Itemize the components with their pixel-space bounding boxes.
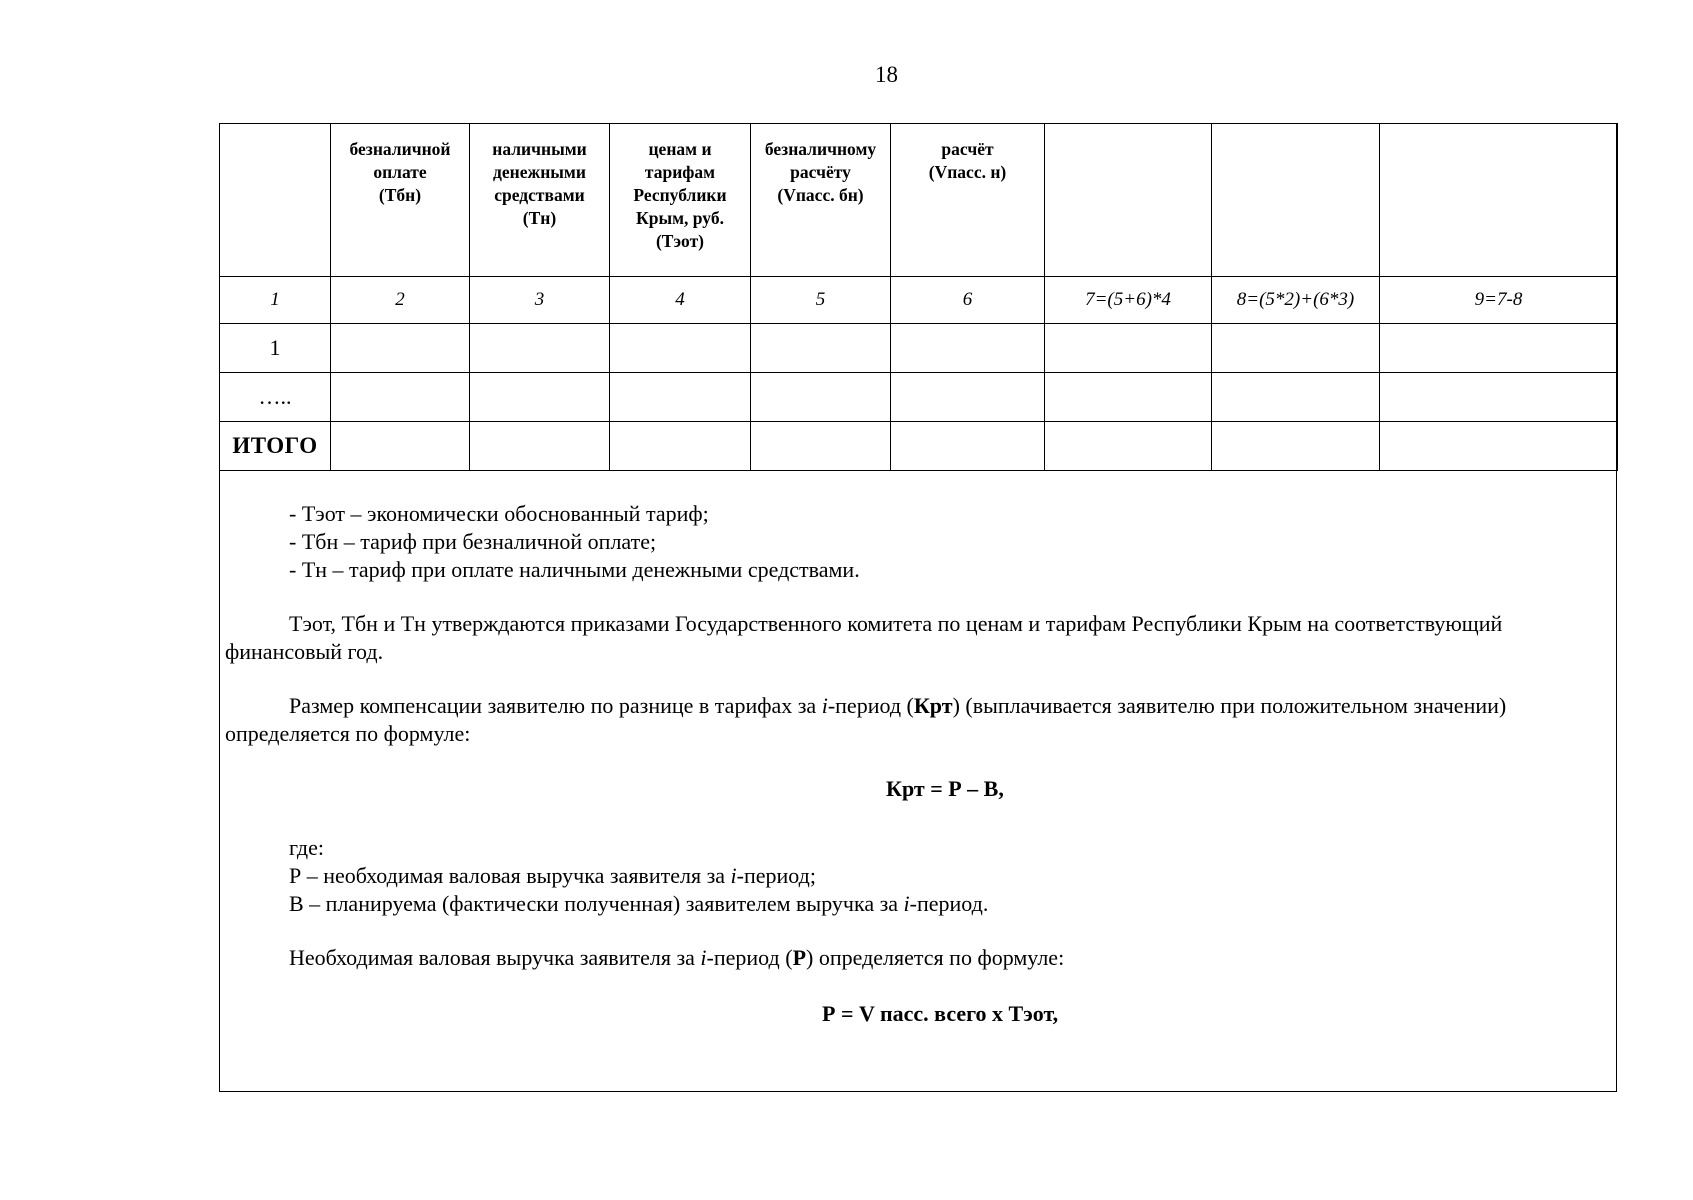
definition-item: - Тн – тариф при оплате наличными денежными средствами. bbox=[289, 557, 860, 582]
page-number: 18 bbox=[875, 62, 898, 87]
formula-p: Р = V пасс. всего х Тэот, bbox=[822, 1001, 1059, 1026]
header-line: расчёту bbox=[790, 162, 851, 182]
table-cell bbox=[331, 373, 470, 422]
header-line: безналичному bbox=[764, 139, 877, 159]
text-run: -период ( bbox=[706, 945, 793, 970]
table-cell bbox=[331, 324, 470, 373]
header-line: денежными bbox=[493, 162, 586, 182]
bold-krt: Крт bbox=[913, 693, 953, 718]
row-label: ….. bbox=[220, 373, 331, 422]
header-line: средствами bbox=[494, 185, 585, 205]
table-cell bbox=[470, 324, 610, 373]
header-line: (Тэот) bbox=[655, 231, 704, 251]
table-cell bbox=[891, 373, 1045, 422]
table-cell bbox=[1045, 422, 1212, 471]
italic-i: i bbox=[821, 693, 828, 718]
bold-p: Р bbox=[792, 945, 807, 970]
header-text bbox=[891, 138, 1044, 184]
row-label-total: ИТОГО bbox=[220, 422, 331, 471]
header-cell bbox=[1212, 124, 1380, 277]
header-text bbox=[610, 138, 750, 253]
table-row bbox=[220, 324, 1618, 373]
header-text bbox=[331, 138, 469, 207]
header-line: ценам и bbox=[648, 139, 712, 159]
compensation-paragraph-line1 bbox=[289, 692, 1506, 720]
where-p-line bbox=[289, 862, 988, 890]
italic-i: i bbox=[700, 945, 707, 970]
column-number: 9=7-8 bbox=[1380, 277, 1618, 324]
table-cell bbox=[331, 422, 470, 471]
header-cell bbox=[610, 124, 751, 277]
header-text bbox=[751, 138, 890, 207]
table-cell bbox=[891, 324, 1045, 373]
table-cell bbox=[1045, 373, 1212, 422]
header-cell bbox=[470, 124, 610, 277]
header-cell bbox=[891, 124, 1045, 277]
column-number: 3 bbox=[470, 277, 610, 324]
text-run: ) (выплачивается заявителю при положительном значении) bbox=[952, 693, 1507, 718]
header-cell bbox=[220, 124, 331, 277]
table-cell bbox=[610, 373, 751, 422]
table-cell bbox=[891, 422, 1045, 471]
column-number-row bbox=[220, 277, 1618, 324]
table-cell bbox=[1045, 324, 1212, 373]
text-run: Р – необходимая валовая выручка заявителя за bbox=[289, 863, 731, 888]
approval-paragraph-line2: финансовый год. bbox=[225, 639, 384, 664]
header-line: безналичной bbox=[349, 139, 451, 159]
column-number: 6 bbox=[891, 277, 1045, 324]
italic-i: i bbox=[730, 863, 737, 888]
definition-item: - Тэот – экономически обоснованный тариф; bbox=[289, 501, 709, 526]
definitions-list bbox=[289, 500, 860, 584]
italic-i: i bbox=[903, 891, 910, 916]
header-line: Крым, руб. bbox=[636, 208, 724, 228]
text-run: -период ( bbox=[827, 693, 914, 718]
header-line: Республики bbox=[633, 185, 727, 205]
table-cell bbox=[1380, 324, 1618, 373]
compensation-paragraph-line2: определяется по формуле: bbox=[225, 721, 471, 746]
definition-item: - Тбн – тариф при безналичной оплате; bbox=[289, 529, 657, 554]
table-cell bbox=[1212, 373, 1380, 422]
column-number: 8=(5*2)+(6*3) bbox=[1212, 277, 1380, 324]
table-cell bbox=[1380, 422, 1618, 471]
where-label: где: bbox=[289, 835, 324, 860]
table-row-total bbox=[220, 422, 1618, 471]
column-number: 4 bbox=[610, 277, 751, 324]
header-cell bbox=[1380, 124, 1618, 277]
table-cell bbox=[751, 324, 891, 373]
table-cell bbox=[1212, 324, 1380, 373]
column-number: 7=(5+6)*4 bbox=[1045, 277, 1212, 324]
table-cell bbox=[470, 373, 610, 422]
header-line: (Тн) bbox=[522, 208, 557, 228]
header-line: (Тбн) bbox=[378, 185, 422, 205]
table-cell bbox=[1212, 422, 1380, 471]
header-line: (Vпасс. бн) bbox=[777, 185, 864, 205]
row-label: 1 bbox=[220, 324, 331, 373]
formula-krt: Крт = Р – В, bbox=[886, 776, 1004, 801]
table-cell bbox=[610, 422, 751, 471]
header-line: (Vпасс. н) bbox=[928, 162, 1007, 182]
column-number: 5 bbox=[751, 277, 891, 324]
header-text bbox=[470, 138, 609, 230]
where-b-line bbox=[289, 890, 988, 918]
text-run: -период; bbox=[736, 863, 816, 888]
column-number: 1 bbox=[220, 277, 331, 324]
table-cell bbox=[610, 324, 751, 373]
revenue-paragraph bbox=[289, 944, 1064, 972]
tariff-table bbox=[219, 123, 1618, 471]
header-line: расчёт bbox=[941, 139, 994, 159]
text-run: -период. bbox=[909, 891, 989, 916]
text-run: Размер компенсации заявителю по разнице в тарифах за bbox=[289, 693, 822, 718]
table-cell bbox=[1380, 373, 1618, 422]
table-row bbox=[220, 373, 1618, 422]
header-line: наличными bbox=[492, 139, 587, 159]
header-cell bbox=[331, 124, 470, 277]
where-block bbox=[289, 834, 988, 918]
header-cell bbox=[751, 124, 891, 277]
text-run: ) определяется по формуле: bbox=[806, 945, 1065, 970]
header-cell bbox=[1045, 124, 1212, 277]
header-line: тарифам bbox=[644, 162, 716, 182]
table-cell bbox=[470, 422, 610, 471]
column-number: 2 bbox=[331, 277, 470, 324]
approval-paragraph-line1: Тэот, Тбн и Тн утверждаются приказами Государственного комитета по ценам и тарифам Республики Крым на соответствующий bbox=[289, 611, 1503, 636]
table-cell bbox=[751, 422, 891, 471]
text-run: Необходимая валовая выручка заявителя за bbox=[289, 945, 701, 970]
table-cell bbox=[751, 373, 891, 422]
table-header-row bbox=[220, 124, 1618, 277]
text-run: В – планируема (фактически полученная) заявителем выручка за bbox=[289, 891, 904, 916]
header-line: оплате bbox=[373, 162, 427, 182]
